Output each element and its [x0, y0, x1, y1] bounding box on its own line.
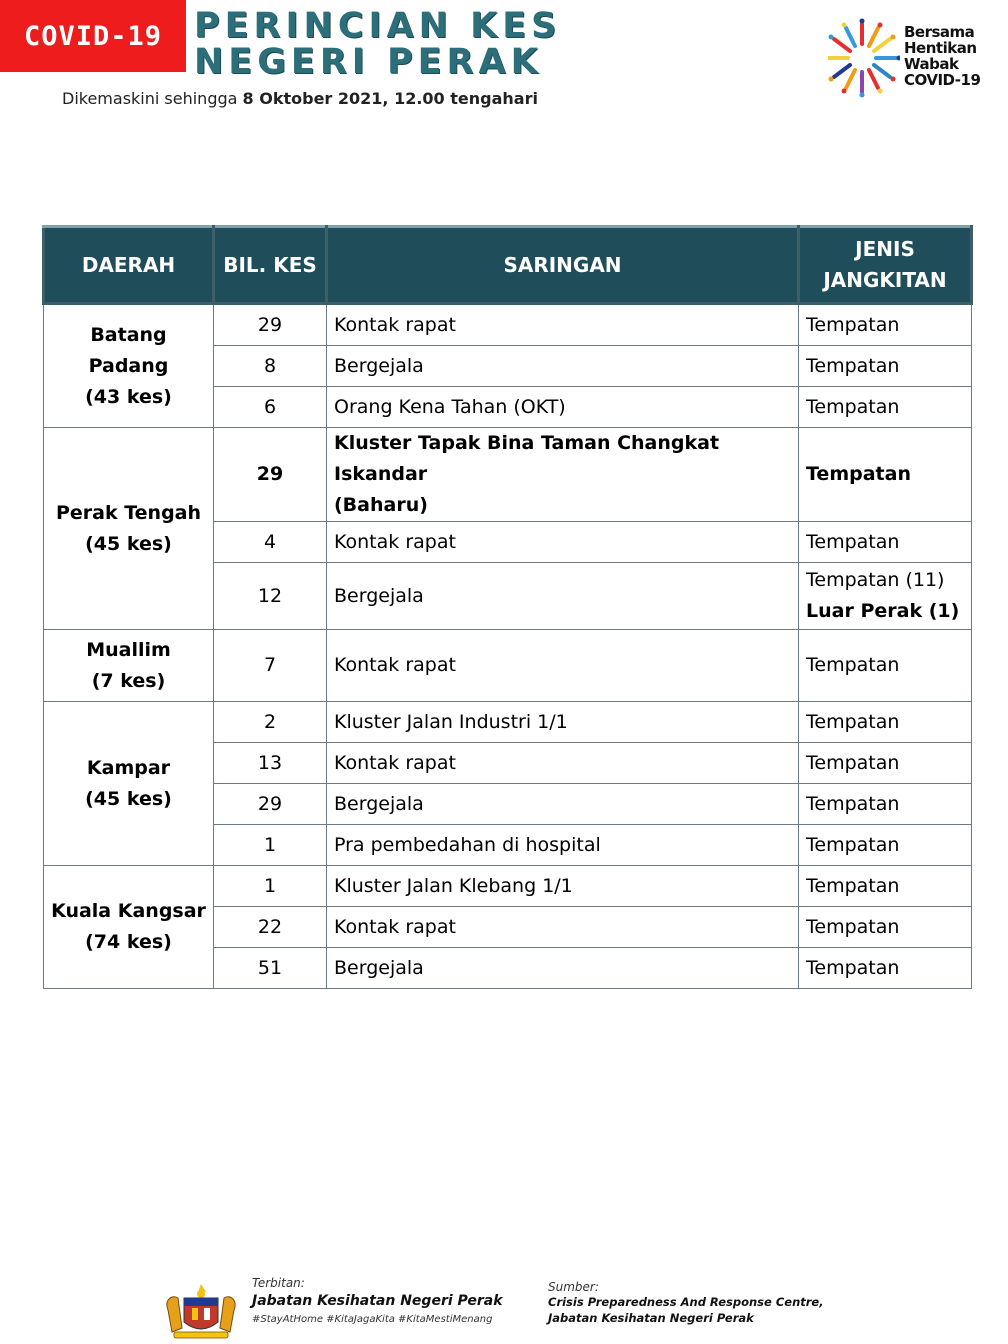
- district-total: (43 kes): [85, 385, 172, 408]
- hashtags: #StayAtHome #KitaJagaKita #KitaMestiMenang: [252, 1314, 493, 1325]
- campaign-logo: [828, 18, 998, 100]
- screening-type: Kluster Jalan Klebang 1/1: [327, 866, 799, 907]
- source-block: [548, 1280, 824, 1326]
- case-count: 29: [214, 428, 327, 522]
- updated-date: 8 Oktober 2021, 12.00 tengahari: [242, 89, 538, 108]
- table-row: [44, 304, 972, 346]
- district-total: (45 kes): [85, 787, 172, 810]
- case-details-table: [42, 225, 973, 989]
- screening-type: Kontak rapat: [327, 907, 799, 948]
- case-count: 7: [214, 630, 327, 702]
- case-count: 13: [214, 743, 327, 784]
- screening-type-line2: (Baharu): [334, 494, 428, 516]
- infection-type: Tempatan: [799, 304, 972, 346]
- case-count: 4: [214, 522, 327, 563]
- header-bil-kes: BIL. KES: [214, 227, 327, 304]
- infection-type: Tempatan: [799, 522, 972, 563]
- screening-type: Kluster Jalan Industri 1/1: [327, 702, 799, 743]
- district-name: Batang Padang: [88, 323, 169, 377]
- case-count: 2: [214, 702, 327, 743]
- screening-type: Bergejala: [327, 563, 799, 630]
- infection-type: Tempatan: [799, 346, 972, 387]
- case-count: 1: [214, 825, 327, 866]
- district-total: (45 kes): [85, 532, 172, 555]
- infection-type-line2: Luar Perak (1): [806, 600, 960, 622]
- publisher-name: Jabatan Kesihatan Negeri Perak: [252, 1293, 503, 1309]
- publisher-label: Terbitan:: [252, 1276, 305, 1290]
- case-count: 12: [214, 563, 327, 630]
- infection-type: Tempatan: [799, 948, 972, 989]
- logo-text-line1: Bersama: [904, 23, 975, 41]
- case-count: 8: [214, 346, 327, 387]
- screening-type: Pra pembedahan di hospital: [327, 825, 799, 866]
- district-total: (7 kes): [91, 669, 166, 692]
- district-cell: [44, 866, 214, 989]
- header-saringan: SARINGAN: [327, 227, 799, 304]
- infection-type: Tempatan: [799, 784, 972, 825]
- district-cell: [44, 428, 214, 630]
- table-row: [44, 630, 972, 702]
- case-count: 51: [214, 948, 327, 989]
- infection-type: Tempatan: [799, 743, 972, 784]
- infection-type: Tempatan: [799, 702, 972, 743]
- screening-type-line1: Kluster Tapak Bina Taman Changkat Iskandar: [334, 432, 720, 485]
- screening-type: [327, 428, 799, 522]
- screening-type: Orang Kena Tahan (OKT): [327, 387, 799, 428]
- case-count: 1: [214, 866, 327, 907]
- screening-type: Kontak rapat: [327, 522, 799, 563]
- logo-text-line2: Hentikan: [904, 39, 977, 57]
- screening-type: Kontak rapat: [327, 630, 799, 702]
- sunburst-logo-icon: [828, 18, 900, 100]
- header-jenis-line2: JANGKITAN: [823, 268, 947, 292]
- screening-type: Kontak rapat: [327, 304, 799, 346]
- infection-type: Tempatan: [799, 428, 972, 522]
- case-count: 6: [214, 387, 327, 428]
- district-name: Kuala Kangsar: [51, 900, 206, 922]
- district-cell: [44, 702, 214, 866]
- infection-type: [799, 563, 972, 630]
- footer: [0, 1270, 1008, 1344]
- district-total: (74 kes): [85, 931, 172, 953]
- table-header-row: [44, 227, 972, 304]
- page-title: [194, 8, 561, 80]
- infection-type: Tempatan: [799, 907, 972, 948]
- source-label: Sumber:: [548, 1280, 599, 1294]
- case-count: 29: [214, 784, 327, 825]
- district-name: Perak Tengah: [55, 501, 202, 524]
- case-count: 29: [214, 304, 327, 346]
- logo-text-line4: COVID-19: [904, 71, 981, 89]
- covid-badge: COVID-19: [0, 0, 186, 72]
- table-row: [44, 428, 972, 522]
- header-jenis-jangkitan: [799, 227, 972, 304]
- updated-prefix: Dikemaskini sehingga: [62, 89, 243, 108]
- case-count: 22: [214, 907, 327, 948]
- logo-text-line3: Wabak: [904, 55, 959, 73]
- district-cell: [44, 304, 214, 428]
- screening-type: Bergejala: [327, 346, 799, 387]
- source-line2: Jabatan Kesihatan Negeri Perak: [548, 1311, 754, 1325]
- source-line1: Crisis Preparedness And Response Centre,: [548, 1295, 824, 1309]
- district-cell: [44, 630, 214, 702]
- infection-type: Tempatan: [799, 630, 972, 702]
- table-row: [44, 866, 972, 907]
- infection-type-line1: Tempatan (11): [806, 569, 945, 591]
- header-daerah: DAERAH: [44, 227, 214, 304]
- page-title-line2: NEGERI PERAK: [194, 42, 543, 82]
- campaign-logo-text: [904, 24, 980, 88]
- screening-type: Kontak rapat: [327, 743, 799, 784]
- screening-type: Bergejala: [327, 784, 799, 825]
- district-name: Kampar: [86, 756, 171, 779]
- table-row: [44, 702, 972, 743]
- infection-type: Tempatan: [799, 387, 972, 428]
- district-name: Muallim: [86, 638, 171, 661]
- coat-of-arms-icon: [162, 1282, 240, 1340]
- infection-type: Tempatan: [799, 825, 972, 866]
- header-jenis-line1: JENIS: [855, 237, 915, 261]
- page-title-line1: PERINCIAN KES: [194, 6, 562, 46]
- screening-type: Bergejala: [327, 948, 799, 989]
- publisher-block: [252, 1276, 503, 1325]
- updated-timestamp: [62, 89, 538, 108]
- infection-type: Tempatan: [799, 866, 972, 907]
